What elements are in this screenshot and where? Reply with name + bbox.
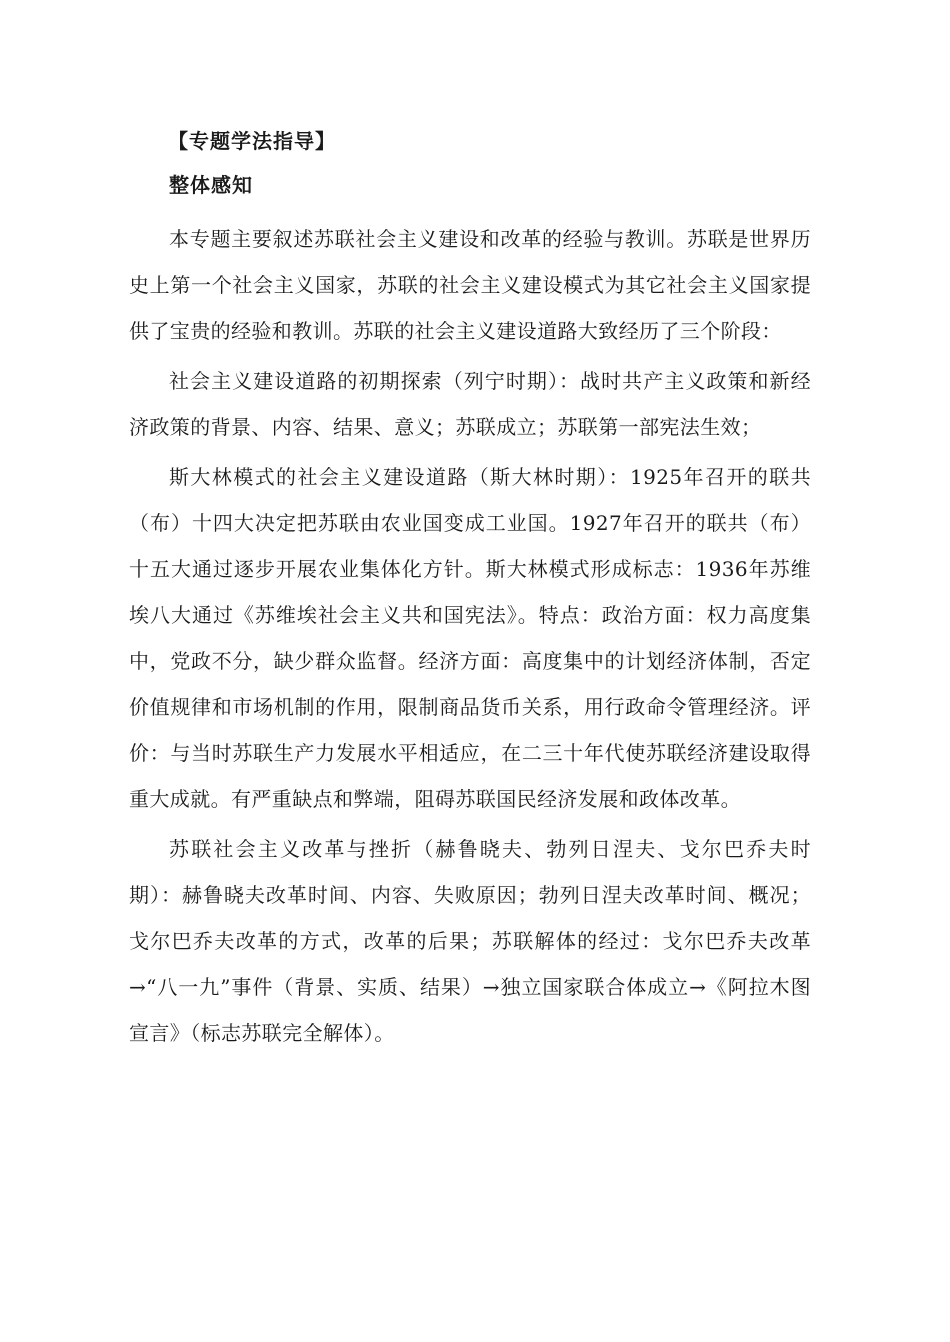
paragraph-reform-period: 苏联社会主义改革与挫折（赫鲁晓夫、勃列日涅夫、戈尔巴乔夫时期）：赫鲁晓夫改革时间、内容、失败原因；勃列日涅夫改革时间、概况；戈尔巴乔夫改革的方式，改革的后果；苏联解体的经过：戈尔巴乔夫改革→“八一九”事件（背景、实质、结果）→独立国家联合体成立→《阿拉木图宣言》（标志苏联完全解体）。: [129, 837, 811, 1045]
section-title: 【专题学法指导】: [168, 129, 336, 153]
paragraph-stalin-period: 斯大林模式的社会主义建设道路（斯大林时期）：1925年召开的联共（布）十四大决定把苏联由农业国变成工业国。1927年召开的联共（布）十五大通过逐步开展农业集体化方针。斯大林模式形成标志：1936年苏维埃八大通过《苏维埃社会主义共和国宪法》。特点：政治方面：权力高度集中，党政不分，缺少群众监督。经济方面：高度集中的计划经济体制，否定价值规律和市场机制的作用，限制商品货币关系，用行政命令管理经济。评价：与当时苏联生产力发展水平相适应，在二三十年代使苏联经济建设取得重大成就。有严重缺点和弊端，阻碍苏联国民经济发展和政体改革。: [129, 465, 811, 811]
paragraph-lenin-period: 社会主义建设道路的初期探索（列宁时期）：战时共产主义政策和新经济政策的背景、内容、结果、意义；苏联成立；苏联第一部宪法生效；: [129, 369, 811, 439]
document-page: [129, 128, 811, 1056]
subsection-title: 整体感知: [169, 173, 253, 197]
paragraph-intro: 本专题主要叙述苏联社会主义建设和改革的经验与教训。苏联是世界历史上第一个社会主义国家，苏联的社会主义建设模式为其它社会主义国家提供了宝贵的经验和教训。苏联的社会主义建设道路大致经历了三个阶段：: [129, 227, 811, 343]
